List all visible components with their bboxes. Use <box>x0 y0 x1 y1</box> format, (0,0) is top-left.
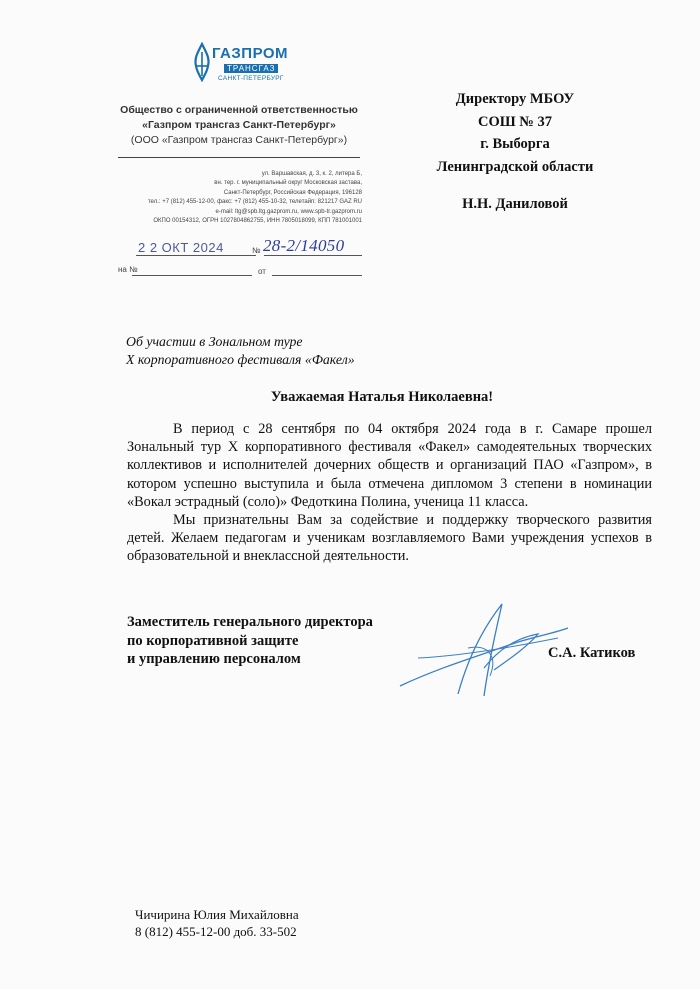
executor-phone: 8 (812) 455-12-00 доб. 33-502 <box>135 924 297 939</box>
addressee-line: Ленинградской области <box>436 158 594 175</box>
number-underline <box>264 255 362 256</box>
title-line: и управлению персоналом <box>127 651 301 667</box>
body-paragraph: Мы признательны Вам за содействие и поддержку творческого развития детей. Желаем педагогам и ученикам возглавляемого Вами учреждения успехов в образовательной и внеклассной деятельности. <box>127 512 652 565</box>
registration-date-stamp: 2 2 ОКТ 2024 <box>138 240 224 255</box>
address-line: ОКПО 00154312, ОГРН 1027804862755, ИНН 7805018099, КПП 781001001 <box>153 218 362 225</box>
address-line: тел.: +7 (812) 455-12-00, факс: +7 (812) 455-10-32, телетайп: 821217 GAZ RU <box>147 199 362 206</box>
org-line-2: «Газпром трансгаз Санкт-Петербург» <box>142 119 336 131</box>
logo-wordmark: ГАЗПРОМ <box>212 45 289 62</box>
gazprom-logo <box>190 38 290 86</box>
reference-date-label: от <box>258 267 266 276</box>
addressee-line: Директору МБОУ <box>455 91 575 107</box>
subject-line-2: Х корпоративного фестиваля «Факел» <box>126 352 355 367</box>
registration-number: 28-2/14050 <box>263 236 345 255</box>
logo-city: САНКТ-ПЕТЕРБУРГ <box>218 75 284 82</box>
date-underline <box>136 255 256 256</box>
address-line: Санкт-Петербург, Российская Федерация, 196128 <box>223 189 362 196</box>
signatory-name: С.А. Катиков <box>548 645 636 661</box>
reference-row <box>118 265 362 279</box>
number-label: № <box>252 246 261 255</box>
organization-name <box>110 103 368 148</box>
addressee-block <box>410 88 620 216</box>
flame-logo-icon <box>190 42 214 82</box>
address-line: e-mail: ltg@spb.ltg.gazprom.ru, www.spb-tr.gazprom.ru <box>215 208 362 215</box>
subject-line-1: Об участии в Зональном туре <box>126 334 303 349</box>
reference-date-line <box>272 275 362 276</box>
registration-row <box>118 236 362 258</box>
addressee-name: Н.Н. Даниловой <box>462 196 568 212</box>
title-line: Заместитель генерального директора <box>127 614 373 630</box>
title-line: по корпоративной защите <box>127 632 299 649</box>
address-line: вн. тер. г. муниципальный округ Московская застава, <box>214 180 362 187</box>
letter-subject <box>126 333 355 369</box>
org-address-block <box>118 170 362 226</box>
addressee-line: СОШ № 37 <box>478 113 552 130</box>
signatory-title <box>127 613 373 669</box>
addressee-line: г. Выборга <box>480 136 550 152</box>
executor-name: Чичирина Юлия Михайловна <box>135 907 299 922</box>
org-line-1: Общество с ограниченной ответственностью <box>120 104 358 116</box>
letter-body <box>127 420 652 566</box>
reference-number-line <box>132 275 252 276</box>
executor-info <box>135 906 299 940</box>
greeting: Уважаемая Наталья Николаевна! <box>270 389 494 405</box>
reference-number-label: на № <box>118 265 138 274</box>
body-paragraph: В период с 28 сентября по 04 октября 2024 года в г. Самаре прошел Зональный тур Х корпоративного фестиваля «Факел» самодеятельных творческих коллективов и исполнителей дочерних обществ и организаций ПАО «Газпром», в котором успешно выступила и была отмечена дипломом 3 степени в номинации «Вокал эстрадный (соло)» Федоткина Полина, ученица 11 класса. <box>127 421 652 510</box>
logo-subtitle: ТРАНСГАЗ <box>224 64 278 73</box>
org-line-3: (ООО «Газпром трансгаз Санкт-Петербург») <box>130 134 348 146</box>
address-line: ул. Варшавская, д. 3, к. 2, литера Б, <box>261 171 362 177</box>
divider <box>118 157 360 158</box>
